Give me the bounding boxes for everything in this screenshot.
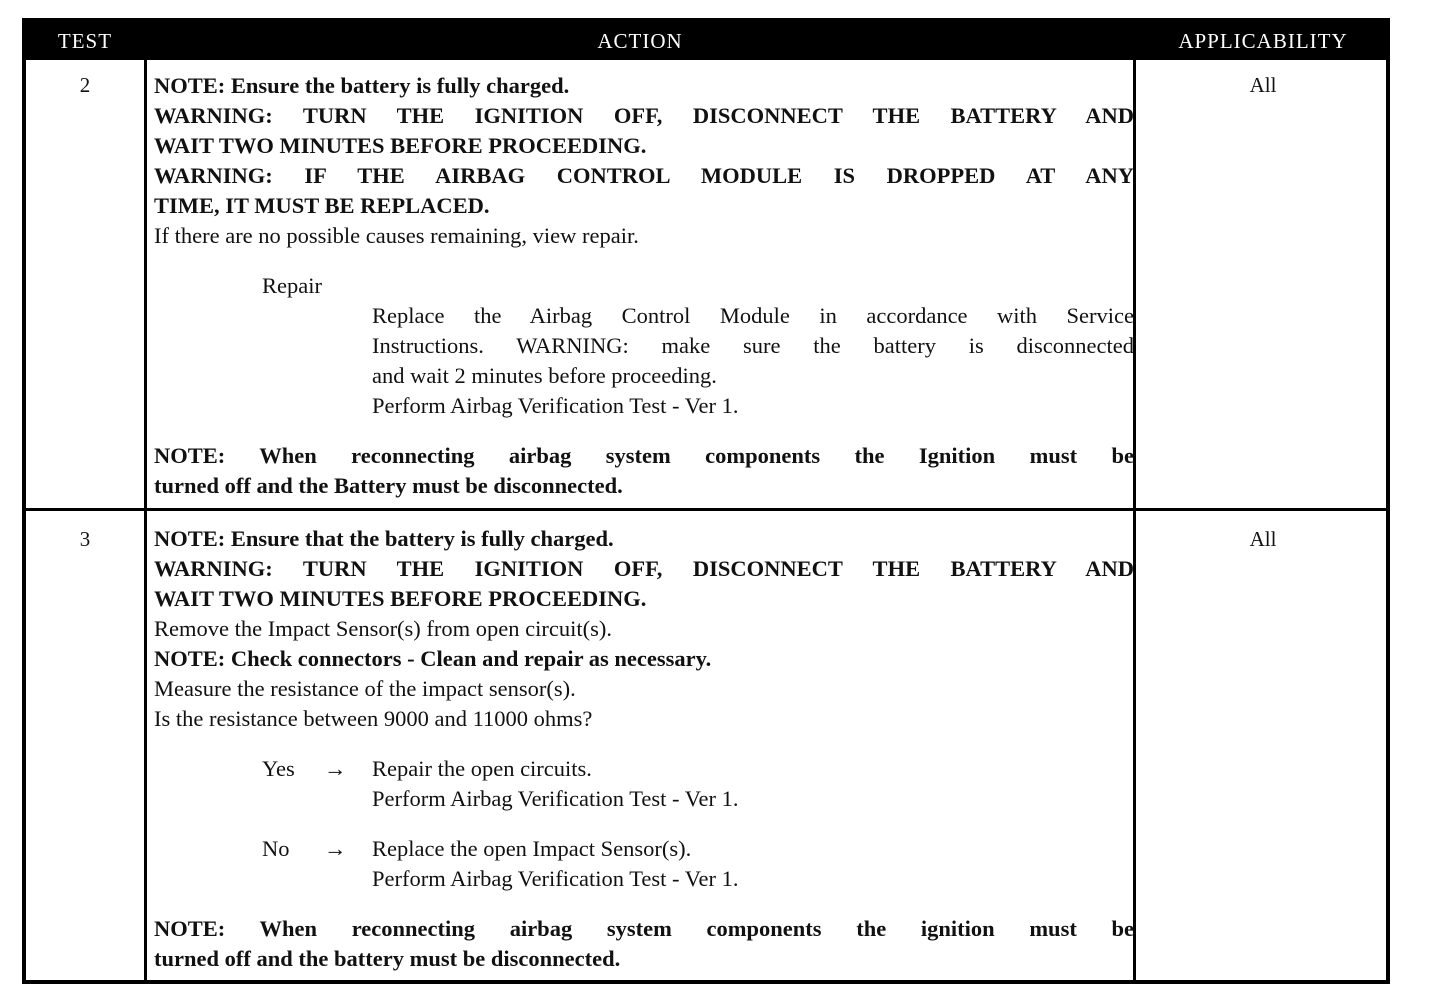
note: NOTE: Check connectors - Clean and repair as necessary. [154,646,712,671]
note: NOTE: When reconnecting airbag system components the Ignition must be [154,443,1134,468]
note: turned off and the Battery must be disconnected. [154,473,623,498]
yes-branch [154,754,1134,814]
result-line: Replace the open Impact Sensor(s). [372,836,692,861]
instruction-text: Measure the resistance of the impact sensor(s). [154,676,576,701]
repair-body [372,301,1134,421]
result-line: Repair the open circuits. [372,756,592,781]
arrow-right-icon: → [324,836,347,861]
result-line: Perform Airbag Verification Test - Ver 1. [372,866,739,891]
warning-line: WARNING: TURN THE IGNITION OFF, DISCONNECT THE BATTERY AND [154,103,1134,128]
table-header [26,22,1386,60]
test-number: 2 [79,73,91,97]
action-cell [154,524,1134,974]
question-text: Is the resistance between 9000 and 11000 ohms? [154,706,593,731]
test-number: 3 [79,527,91,551]
warning-line: WAIT TWO MINUTES BEFORE PROCEEDING. [154,133,647,158]
note: NOTE: Ensure that the battery is fully charged. [154,526,614,551]
row-divider [26,508,1386,511]
warning-line: WARNING: IF THE AIRBAG CONTROL MODULE IS DROPPED AT ANY [154,163,1134,188]
yes-label: Yes [262,756,295,781]
no-body [372,834,1134,894]
arrow-right-icon: → [324,756,347,781]
column-divider [144,60,147,980]
yes-body [372,754,1134,814]
warning-line: WAIT TWO MINUTES BEFORE PROCEEDING. [154,586,647,611]
repair-line: Replace the Airbag Control Module in accordance with Service [372,303,1134,328]
repair-block [154,271,1134,421]
warning-line: TIME, IT MUST BE REPLACED. [154,193,490,218]
no-label: No [262,836,290,861]
header-test: TEST [57,29,113,53]
instruction-text: If there are no possible causes remaining, view repair. [154,223,639,248]
applicability-value: All [1249,527,1277,551]
action-cell [154,71,1134,501]
diagnostic-table [22,18,1390,984]
header-action: ACTION [597,29,683,53]
repair-line: and wait 2 minutes before proceeding. [372,363,717,388]
header-applicability: APPLICABILITY [1178,29,1348,53]
note: turned off and the battery must be disconnected. [154,946,621,971]
repair-line: Perform Airbag Verification Test - Ver 1. [372,393,739,418]
note: NOTE: Ensure the battery is fully charged. [154,73,570,98]
warning-line: WARNING: TURN THE IGNITION OFF, DISCONNECT THE BATTERY AND [154,556,1134,581]
no-branch [154,834,1134,894]
instruction-text: Remove the Impact Sensor(s) from open circuit(s). [154,616,612,641]
repair-label: Repair [262,273,322,298]
applicability-value: All [1249,73,1277,97]
result-line: Perform Airbag Verification Test - Ver 1. [372,786,739,811]
repair-line: Instructions. WARNING: make sure the battery is disconnected [372,333,1134,358]
note: NOTE: When reconnecting airbag system components the ignition must be [154,916,1134,941]
